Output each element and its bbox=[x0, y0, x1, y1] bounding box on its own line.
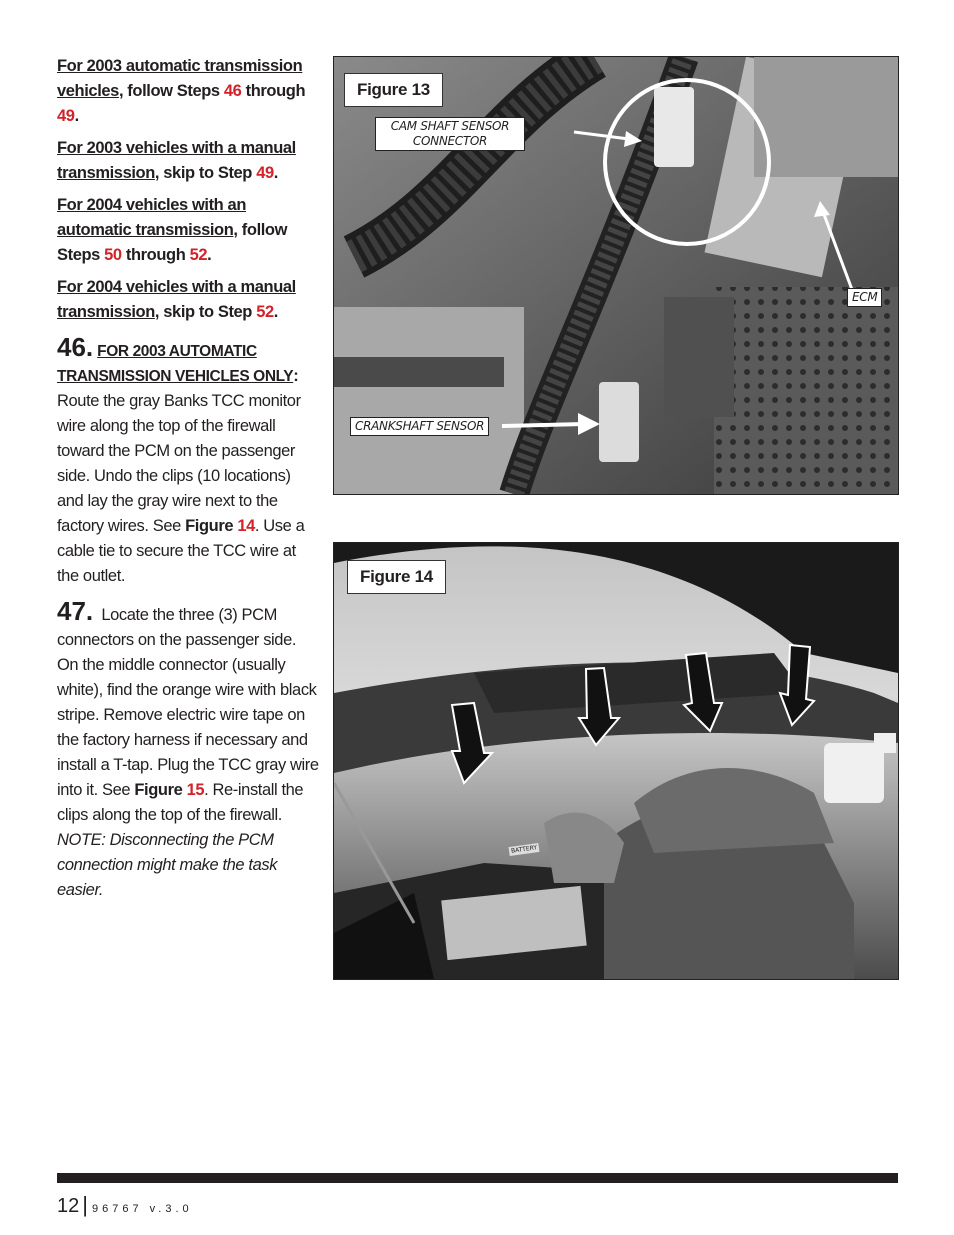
step-number: 47. bbox=[57, 596, 94, 626]
cam-shaft-callout: CAM SHAFT SENSOR CONNECTOR bbox=[375, 117, 525, 151]
document-code: 96767 v.3.0 bbox=[91, 1203, 193, 1215]
step-46: 46. FOR 2003 AUTOMATIC TRANSMISSION VEHICLES ONLY: Route the gray Banks TCC monitor wire along the top of the firewall toward the PCM on the passenger side. Undo the clips (10 locations) and lay the gray wire next to the factory wires. See Figure 14. Use a cable tie to secure the TCC wire at the outlet. bbox=[57, 332, 305, 585]
instructions-column bbox=[57, 54, 319, 910]
battery-label: BATTERY bbox=[509, 843, 540, 856]
ecm-callout: ECM bbox=[847, 288, 882, 307]
intro-2003-auto: For 2003 automatic transmission vehicles, follow Steps 46 through 49. bbox=[57, 57, 306, 125]
footer-separator: | bbox=[82, 1192, 88, 1217]
figure-13-label: Figure 13 bbox=[344, 73, 443, 107]
footer-rule bbox=[57, 1173, 898, 1183]
intro-2003-manual: For 2003 vehicles with a manual transmission, skip to Step 49. bbox=[57, 139, 296, 182]
intro-2004-auto: For 2004 vehicles with an automatic transmission, follow Steps 50 through 52. bbox=[57, 196, 288, 264]
page-number: 12 bbox=[57, 1195, 80, 1217]
figure-14-photo bbox=[333, 542, 899, 980]
intro-2004-manual: For 2004 vehicles with a manual transmission, skip to Step 52. bbox=[57, 278, 296, 321]
step-heading: FOR 2003 AUTOMATIC TRANSMISSION VEHICLES ONLY bbox=[57, 343, 294, 385]
figure-14-label: Figure 14 bbox=[347, 560, 446, 594]
figure-13-photo bbox=[333, 56, 899, 495]
note: NOTE: Disconnecting the PCM connection might make the task easier. bbox=[57, 831, 278, 899]
crankshaft-callout: CRANKSHAFT SENSOR bbox=[350, 417, 489, 436]
figure-14-illustration bbox=[334, 543, 898, 979]
figure-ref: 15 bbox=[186, 781, 205, 799]
step-47: 47. Locate the three (3) PCM connectors on the passenger side. On the middle connector (usually white), find the orange wire with black stripe. Remove electric wire tape on the factory harness if necessary and install a T-tap. Plug the TCC gray wire into it. See Figure 15. Re-install the clips along the top of the firewall. NOTE: Disconnecting the PCM connection might make the task easier. bbox=[57, 596, 319, 899]
step-number: 46. bbox=[57, 332, 94, 362]
figure-ref: 14 bbox=[237, 517, 255, 535]
page-footer bbox=[57, 1192, 193, 1218]
